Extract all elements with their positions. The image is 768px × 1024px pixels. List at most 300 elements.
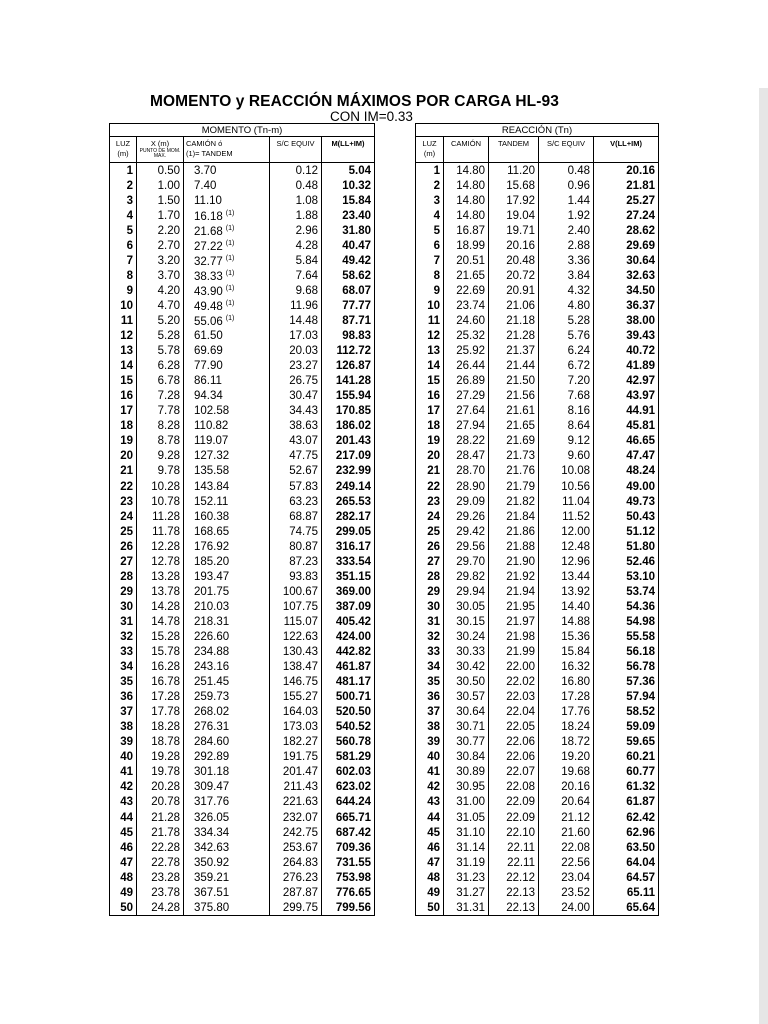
moment-camion-cell <box>184 539 270 554</box>
tandem-note-marker: (1) <box>225 210 235 218</box>
reaction-camion-cell: 31.05 <box>444 810 489 825</box>
moment-total-cell: 687.42 <box>322 825 375 840</box>
moment-camion-cell <box>184 223 270 238</box>
reaction-camion-cell: 25.92 <box>444 344 489 359</box>
moment-sc-cell: 221.63 <box>270 795 322 810</box>
reaction-total-cell: 38.00 <box>594 313 659 328</box>
moment-camion-cell <box>184 569 270 584</box>
moment-camion-value: 251.45 <box>194 676 230 689</box>
table-row <box>416 283 659 298</box>
moment-sc-cell: 287.87 <box>270 885 322 900</box>
moment-total-cell: 155.94 <box>322 389 375 404</box>
table-row <box>416 268 659 283</box>
reaction-luz-cell: 15 <box>416 374 444 389</box>
table-row <box>110 223 375 238</box>
reaction-total-cell: 54.36 <box>594 599 659 614</box>
reaction-camion-cell: 18.99 <box>444 238 489 253</box>
reaction-luz-cell: 2 <box>416 178 444 193</box>
moment-x-cell: 18.78 <box>137 735 184 750</box>
moment-x-cell: 14.78 <box>137 614 184 629</box>
reaction-camion-cell: 30.89 <box>444 765 489 780</box>
tandem-note-marker: (1) <box>225 225 235 233</box>
reaction-camion-cell: 14.80 <box>444 163 489 179</box>
table-row <box>416 419 659 434</box>
moment-camion-cell <box>184 900 270 916</box>
table-row <box>110 404 375 419</box>
reaction-luz-cell: 7 <box>416 253 444 268</box>
reaction-col-luz: LUZ <box>416 137 444 150</box>
reaction-camion-cell: 26.44 <box>444 359 489 374</box>
moment-col-x: X (m) <box>137 137 184 150</box>
moment-col-luz-unit: (m) <box>110 149 137 163</box>
reaction-camion-cell: 30.50 <box>444 675 489 690</box>
moment-camion-cell <box>184 750 270 765</box>
moment-luz-cell: 18 <box>110 419 137 434</box>
moment-camion-value: 276.31 <box>194 721 230 734</box>
moment-luz-cell: 1 <box>110 163 137 179</box>
moment-camion-value: 127.32 <box>194 450 230 463</box>
reaction-sc-cell: 12.96 <box>539 554 594 569</box>
reaction-total-cell: 21.81 <box>594 178 659 193</box>
reaction-sc-cell: 11.52 <box>539 509 594 524</box>
moment-x-cell: 13.28 <box>137 569 184 584</box>
moment-camion-cell <box>184 178 270 193</box>
moment-luz-cell: 20 <box>110 449 137 464</box>
moment-camion-value: 201.75 <box>194 585 230 598</box>
reaction-luz-cell: 22 <box>416 479 444 494</box>
reaction-camion-cell: 29.56 <box>444 539 489 554</box>
reaction-tandem-cell: 21.28 <box>489 329 539 344</box>
reaction-sc-cell: 21.60 <box>539 825 594 840</box>
reaction-sc-cell: 20.64 <box>539 795 594 810</box>
moment-total-cell: 217.09 <box>322 449 375 464</box>
moment-col-luz: LUZ <box>110 137 137 150</box>
moment-total-cell: 602.03 <box>322 765 375 780</box>
moment-group-header: MOMENTO (Tn-m) <box>110 124 375 137</box>
table-row <box>110 645 375 660</box>
reaction-sc-cell: 14.88 <box>539 614 594 629</box>
reaction-sc-cell: 20.16 <box>539 780 594 795</box>
reaction-tandem-cell: 22.04 <box>489 705 539 720</box>
moment-x-cell: 0.50 <box>137 163 184 179</box>
moment-sc-cell: 130.43 <box>270 645 322 660</box>
reaction-camion-cell: 30.05 <box>444 599 489 614</box>
moment-camion-cell <box>184 629 270 644</box>
moment-col-total: M(LL+IM) <box>322 137 375 163</box>
reaction-tandem-cell: 21.37 <box>489 344 539 359</box>
moment-x-cell: 11.28 <box>137 509 184 524</box>
moment-total-cell: 5.04 <box>322 163 375 179</box>
reaction-tandem-cell: 22.11 <box>489 840 539 855</box>
reaction-tandem-cell: 21.90 <box>489 554 539 569</box>
moment-total-cell: 520.50 <box>322 705 375 720</box>
table-row <box>110 539 375 554</box>
reaction-total-cell: 28.62 <box>594 223 659 238</box>
reaction-luz-cell: 35 <box>416 675 444 690</box>
reaction-luz-cell: 18 <box>416 419 444 434</box>
table-row <box>110 870 375 885</box>
reaction-camion-cell: 29.26 <box>444 509 489 524</box>
moment-total-cell: 644.24 <box>322 795 375 810</box>
reaction-camion-cell: 21.65 <box>444 268 489 283</box>
moment-sc-cell: 14.48 <box>270 313 322 328</box>
moment-total-cell: 141.28 <box>322 374 375 389</box>
moment-total-cell: 461.87 <box>322 660 375 675</box>
reaction-luz-cell: 5 <box>416 223 444 238</box>
table-row <box>416 810 659 825</box>
moment-total-cell: 282.17 <box>322 509 375 524</box>
table-row <box>110 509 375 524</box>
moment-total-cell: 799.56 <box>322 900 375 916</box>
table-row <box>416 614 659 629</box>
moment-x-cell: 20.28 <box>137 780 184 795</box>
moment-total-cell: 68.07 <box>322 283 375 298</box>
reaction-sc-cell: 15.36 <box>539 629 594 644</box>
reaction-camion-cell: 31.00 <box>444 795 489 810</box>
moment-total-cell: 442.82 <box>322 645 375 660</box>
moment-camion-value: 3.70 <box>194 164 217 177</box>
reaction-camion-cell: 29.82 <box>444 569 489 584</box>
table-row <box>110 795 375 810</box>
reaction-tandem-cell: 22.13 <box>489 900 539 916</box>
reaction-luz-cell: 16 <box>416 389 444 404</box>
table-row <box>110 193 375 208</box>
moment-luz-cell: 36 <box>110 690 137 705</box>
moment-luz-cell: 32 <box>110 629 137 644</box>
table-row <box>416 163 659 179</box>
moment-camion-value: 16.18 <box>194 211 223 224</box>
reaction-luz-cell: 9 <box>416 283 444 298</box>
moment-camion-cell <box>184 253 270 268</box>
moment-camion-value: 32.77 <box>194 256 223 269</box>
table-row <box>110 750 375 765</box>
moment-camion-value: 309.47 <box>194 781 230 794</box>
moment-luz-cell: 2 <box>110 178 137 193</box>
reaction-luz-cell: 24 <box>416 509 444 524</box>
table-row <box>110 268 375 283</box>
reaction-sc-cell: 14.40 <box>539 599 594 614</box>
reaction-sc-cell: 10.56 <box>539 479 594 494</box>
reaction-tandem-cell: 19.04 <box>489 208 539 223</box>
moment-camion-value: 243.16 <box>194 661 230 674</box>
moment-total-cell: 87.71 <box>322 313 375 328</box>
moment-x-cell: 1.50 <box>137 193 184 208</box>
moment-x-cell: 16.78 <box>137 675 184 690</box>
reaction-col-camion: CAMIÓN <box>444 137 489 163</box>
moment-luz-cell: 19 <box>110 434 137 449</box>
reaction-total-cell: 49.00 <box>594 479 659 494</box>
reaction-camion-cell: 30.33 <box>444 645 489 660</box>
moment-luz-cell: 41 <box>110 765 137 780</box>
moment-camion-cell <box>184 780 270 795</box>
moment-sc-cell: 107.75 <box>270 599 322 614</box>
reaction-camion-cell: 27.29 <box>444 389 489 404</box>
reaction-tandem-cell: 22.07 <box>489 765 539 780</box>
moment-sc-cell: 276.23 <box>270 870 322 885</box>
reaction-camion-cell: 30.64 <box>444 705 489 720</box>
moment-sc-cell: 232.07 <box>270 810 322 825</box>
moment-camion-value: 218.31 <box>194 615 230 628</box>
reaction-camion-cell: 30.15 <box>444 614 489 629</box>
moment-x-cell: 21.28 <box>137 810 184 825</box>
moment-x-cell: 6.28 <box>137 359 184 374</box>
moment-col-camion-note: (1)= TANDEM <box>184 149 270 163</box>
reaction-tandem-cell: 22.00 <box>489 660 539 675</box>
moment-camion-cell <box>184 885 270 900</box>
table-row <box>110 629 375 644</box>
reaction-luz-cell: 45 <box>416 825 444 840</box>
reaction-luz-cell: 49 <box>416 885 444 900</box>
table-row <box>110 675 375 690</box>
moment-camion-value: 21.68 <box>194 226 223 239</box>
reaction-total-cell: 27.24 <box>594 208 659 223</box>
reaction-total-cell: 39.43 <box>594 329 659 344</box>
table-row <box>416 193 659 208</box>
reaction-luz-cell: 31 <box>416 614 444 629</box>
table-row <box>110 825 375 840</box>
moment-total-cell: 387.09 <box>322 599 375 614</box>
moment-camion-value: 185.20 <box>194 555 230 568</box>
moment-luz-cell: 35 <box>110 675 137 690</box>
reaction-tandem-cell: 20.48 <box>489 253 539 268</box>
reaction-total-cell: 46.65 <box>594 434 659 449</box>
moment-x-cell: 24.28 <box>137 900 184 916</box>
moment-x-cell: 17.28 <box>137 690 184 705</box>
moment-total-cell: 186.02 <box>322 419 375 434</box>
table-row <box>416 223 659 238</box>
reaction-total-cell: 63.50 <box>594 840 659 855</box>
reaction-sc-cell: 7.20 <box>539 374 594 389</box>
moment-luz-cell: 26 <box>110 539 137 554</box>
table-row <box>416 178 659 193</box>
moment-luz-cell: 47 <box>110 855 137 870</box>
moment-sc-cell: 191.75 <box>270 750 322 765</box>
moment-camion-cell <box>184 434 270 449</box>
moment-camion-cell <box>184 449 270 464</box>
moment-sc-cell: 87.23 <box>270 554 322 569</box>
reaction-tandem-cell: 21.99 <box>489 645 539 660</box>
reaction-luz-cell: 38 <box>416 720 444 735</box>
table-row <box>110 208 375 223</box>
moment-sc-cell: 26.75 <box>270 374 322 389</box>
moment-total-cell: 299.05 <box>322 524 375 539</box>
moment-total-cell: 333.54 <box>322 554 375 569</box>
reaction-luz-cell: 34 <box>416 660 444 675</box>
moment-luz-cell: 40 <box>110 750 137 765</box>
reaction-luz-cell: 44 <box>416 810 444 825</box>
reaction-sc-cell: 8.16 <box>539 404 594 419</box>
table-row <box>110 253 375 268</box>
moment-x-cell: 22.78 <box>137 855 184 870</box>
table-row <box>416 464 659 479</box>
reaction-total-cell: 65.64 <box>594 900 659 916</box>
moment-luz-cell: 10 <box>110 298 137 313</box>
reaction-camion-cell: 22.69 <box>444 283 489 298</box>
reaction-total-cell: 57.94 <box>594 690 659 705</box>
table-row <box>110 298 375 313</box>
reaction-sc-cell: 19.68 <box>539 765 594 780</box>
moment-luz-cell: 7 <box>110 253 137 268</box>
reaction-total-cell: 53.74 <box>594 584 659 599</box>
moment-camion-cell <box>184 599 270 614</box>
reaction-total-cell: 41.89 <box>594 359 659 374</box>
moment-total-cell: 77.77 <box>322 298 375 313</box>
reaction-tandem-cell: 11.20 <box>489 163 539 179</box>
moment-total-cell: 581.29 <box>322 750 375 765</box>
reaction-total-cell: 55.58 <box>594 629 659 644</box>
moment-camion-value: 193.47 <box>194 570 230 583</box>
table-row <box>416 253 659 268</box>
table-row <box>416 870 659 885</box>
table-row <box>110 494 375 509</box>
reaction-luz-cell: 42 <box>416 780 444 795</box>
moment-luz-cell: 16 <box>110 389 137 404</box>
table-row <box>416 750 659 765</box>
reaction-total-cell: 30.64 <box>594 253 659 268</box>
moment-x-cell: 23.78 <box>137 885 184 900</box>
table-row <box>110 163 375 179</box>
reaction-sc-cell: 7.68 <box>539 389 594 404</box>
table-row <box>110 660 375 675</box>
moment-sc-cell: 68.87 <box>270 509 322 524</box>
reaction-camion-cell: 24.60 <box>444 313 489 328</box>
reaction-total-cell: 60.77 <box>594 765 659 780</box>
reaction-luz-cell: 4 <box>416 208 444 223</box>
moment-luz-cell: 17 <box>110 404 137 419</box>
moment-total-cell: 265.53 <box>322 494 375 509</box>
table-row <box>416 479 659 494</box>
moment-luz-cell: 6 <box>110 238 137 253</box>
moment-camion-cell <box>184 705 270 720</box>
page-title: MOMENTO y REACCIÓN MÁXIMOS POR CARGA HL-93 <box>150 93 559 110</box>
moment-camion-value: 55.06 <box>194 316 223 329</box>
moment-camion-cell <box>184 554 270 569</box>
table-row <box>416 434 659 449</box>
moment-sc-cell: 138.47 <box>270 660 322 675</box>
reaction-sc-cell: 15.84 <box>539 645 594 660</box>
reaction-total-cell: 56.78 <box>594 660 659 675</box>
reaction-luz-cell: 37 <box>416 705 444 720</box>
moment-camion-cell <box>184 389 270 404</box>
table-row <box>110 464 375 479</box>
reaction-camion-cell: 25.32 <box>444 329 489 344</box>
moment-camion-value: 350.92 <box>194 856 230 869</box>
moment-luz-cell: 49 <box>110 885 137 900</box>
moment-total-cell: 405.42 <box>322 614 375 629</box>
moment-x-cell: 20.78 <box>137 795 184 810</box>
reaction-luz-cell: 33 <box>416 645 444 660</box>
reaction-total-cell: 54.98 <box>594 614 659 629</box>
moment-camion-cell <box>184 524 270 539</box>
moment-sc-cell: 2.96 <box>270 223 322 238</box>
reaction-tandem-cell: 22.06 <box>489 750 539 765</box>
reaction-sc-cell: 0.96 <box>539 178 594 193</box>
reaction-tandem-cell: 20.16 <box>489 238 539 253</box>
moment-camion-value: 77.90 <box>194 360 223 373</box>
reaction-sc-cell: 10.08 <box>539 464 594 479</box>
moment-x-cell: 4.20 <box>137 283 184 298</box>
moment-camion-cell <box>184 810 270 825</box>
table-row <box>416 705 659 720</box>
moment-luz-cell: 37 <box>110 705 137 720</box>
reaction-luz-cell: 29 <box>416 584 444 599</box>
moment-x-cell: 1.00 <box>137 178 184 193</box>
reaction-sc-cell: 16.32 <box>539 660 594 675</box>
reaction-camion-cell: 30.57 <box>444 690 489 705</box>
reaction-camion-cell: 14.80 <box>444 208 489 223</box>
table-row <box>110 554 375 569</box>
reaction-camion-cell: 14.80 <box>444 193 489 208</box>
table-row <box>416 313 659 328</box>
table-row <box>416 675 659 690</box>
moment-camion-value: 210.03 <box>194 600 230 613</box>
moment-camion-value: 292.89 <box>194 751 230 764</box>
table-row <box>416 374 659 389</box>
moment-sc-cell: 122.63 <box>270 629 322 644</box>
moment-luz-cell: 21 <box>110 464 137 479</box>
table-row <box>416 720 659 735</box>
moment-x-cell: 17.78 <box>137 705 184 720</box>
reaction-sc-cell: 18.72 <box>539 735 594 750</box>
reaction-sc-cell: 9.60 <box>539 449 594 464</box>
moment-camion-value: 102.58 <box>194 405 230 418</box>
moment-sc-cell: 146.75 <box>270 675 322 690</box>
moment-x-cell: 16.28 <box>137 660 184 675</box>
moment-x-cell: 2.70 <box>137 238 184 253</box>
table-row <box>416 404 659 419</box>
moment-luz-cell: 4 <box>110 208 137 223</box>
moment-camion-value: 359.21 <box>194 871 230 884</box>
moment-total-cell: 500.71 <box>322 690 375 705</box>
moment-x-cell: 5.20 <box>137 313 184 328</box>
reaction-luz-cell: 50 <box>416 900 444 916</box>
reaction-total-cell: 36.37 <box>594 298 659 313</box>
reaction-tandem-cell: 22.02 <box>489 675 539 690</box>
table-row <box>416 359 659 374</box>
moment-camion-value: 367.51 <box>194 886 230 899</box>
moment-camion-cell <box>184 193 270 208</box>
moment-x-cell: 21.78 <box>137 825 184 840</box>
reaction-sc-cell: 2.40 <box>539 223 594 238</box>
table-row <box>110 359 375 374</box>
reaction-total-cell: 47.47 <box>594 449 659 464</box>
reaction-luz-cell: 6 <box>416 238 444 253</box>
moment-sc-cell: 264.83 <box>270 855 322 870</box>
moment-total-cell: 31.80 <box>322 223 375 238</box>
moment-camion-value: 259.73 <box>194 691 230 704</box>
moment-sc-cell: 1.08 <box>270 193 322 208</box>
moment-camion-cell <box>184 268 270 283</box>
reaction-sc-cell: 1.92 <box>539 208 594 223</box>
moment-camion-value: 61.50 <box>194 330 223 343</box>
moment-camion-value: 135.58 <box>194 465 230 478</box>
moment-camion-cell <box>184 825 270 840</box>
moment-camion-cell <box>184 840 270 855</box>
table-row <box>110 283 375 298</box>
moment-x-cell: 1.70 <box>137 208 184 223</box>
moment-luz-cell: 39 <box>110 735 137 750</box>
moment-camion-value: 11.10 <box>194 194 222 207</box>
moment-luz-cell: 33 <box>110 645 137 660</box>
table-row <box>416 780 659 795</box>
reaction-tandem-cell: 22.06 <box>489 735 539 750</box>
reaction-tandem-cell: 22.13 <box>489 885 539 900</box>
reaction-total-cell: 56.18 <box>594 645 659 660</box>
moment-total-cell: 481.17 <box>322 675 375 690</box>
reaction-sc-cell: 24.00 <box>539 900 594 916</box>
moment-luz-cell: 46 <box>110 840 137 855</box>
table-row <box>110 479 375 494</box>
